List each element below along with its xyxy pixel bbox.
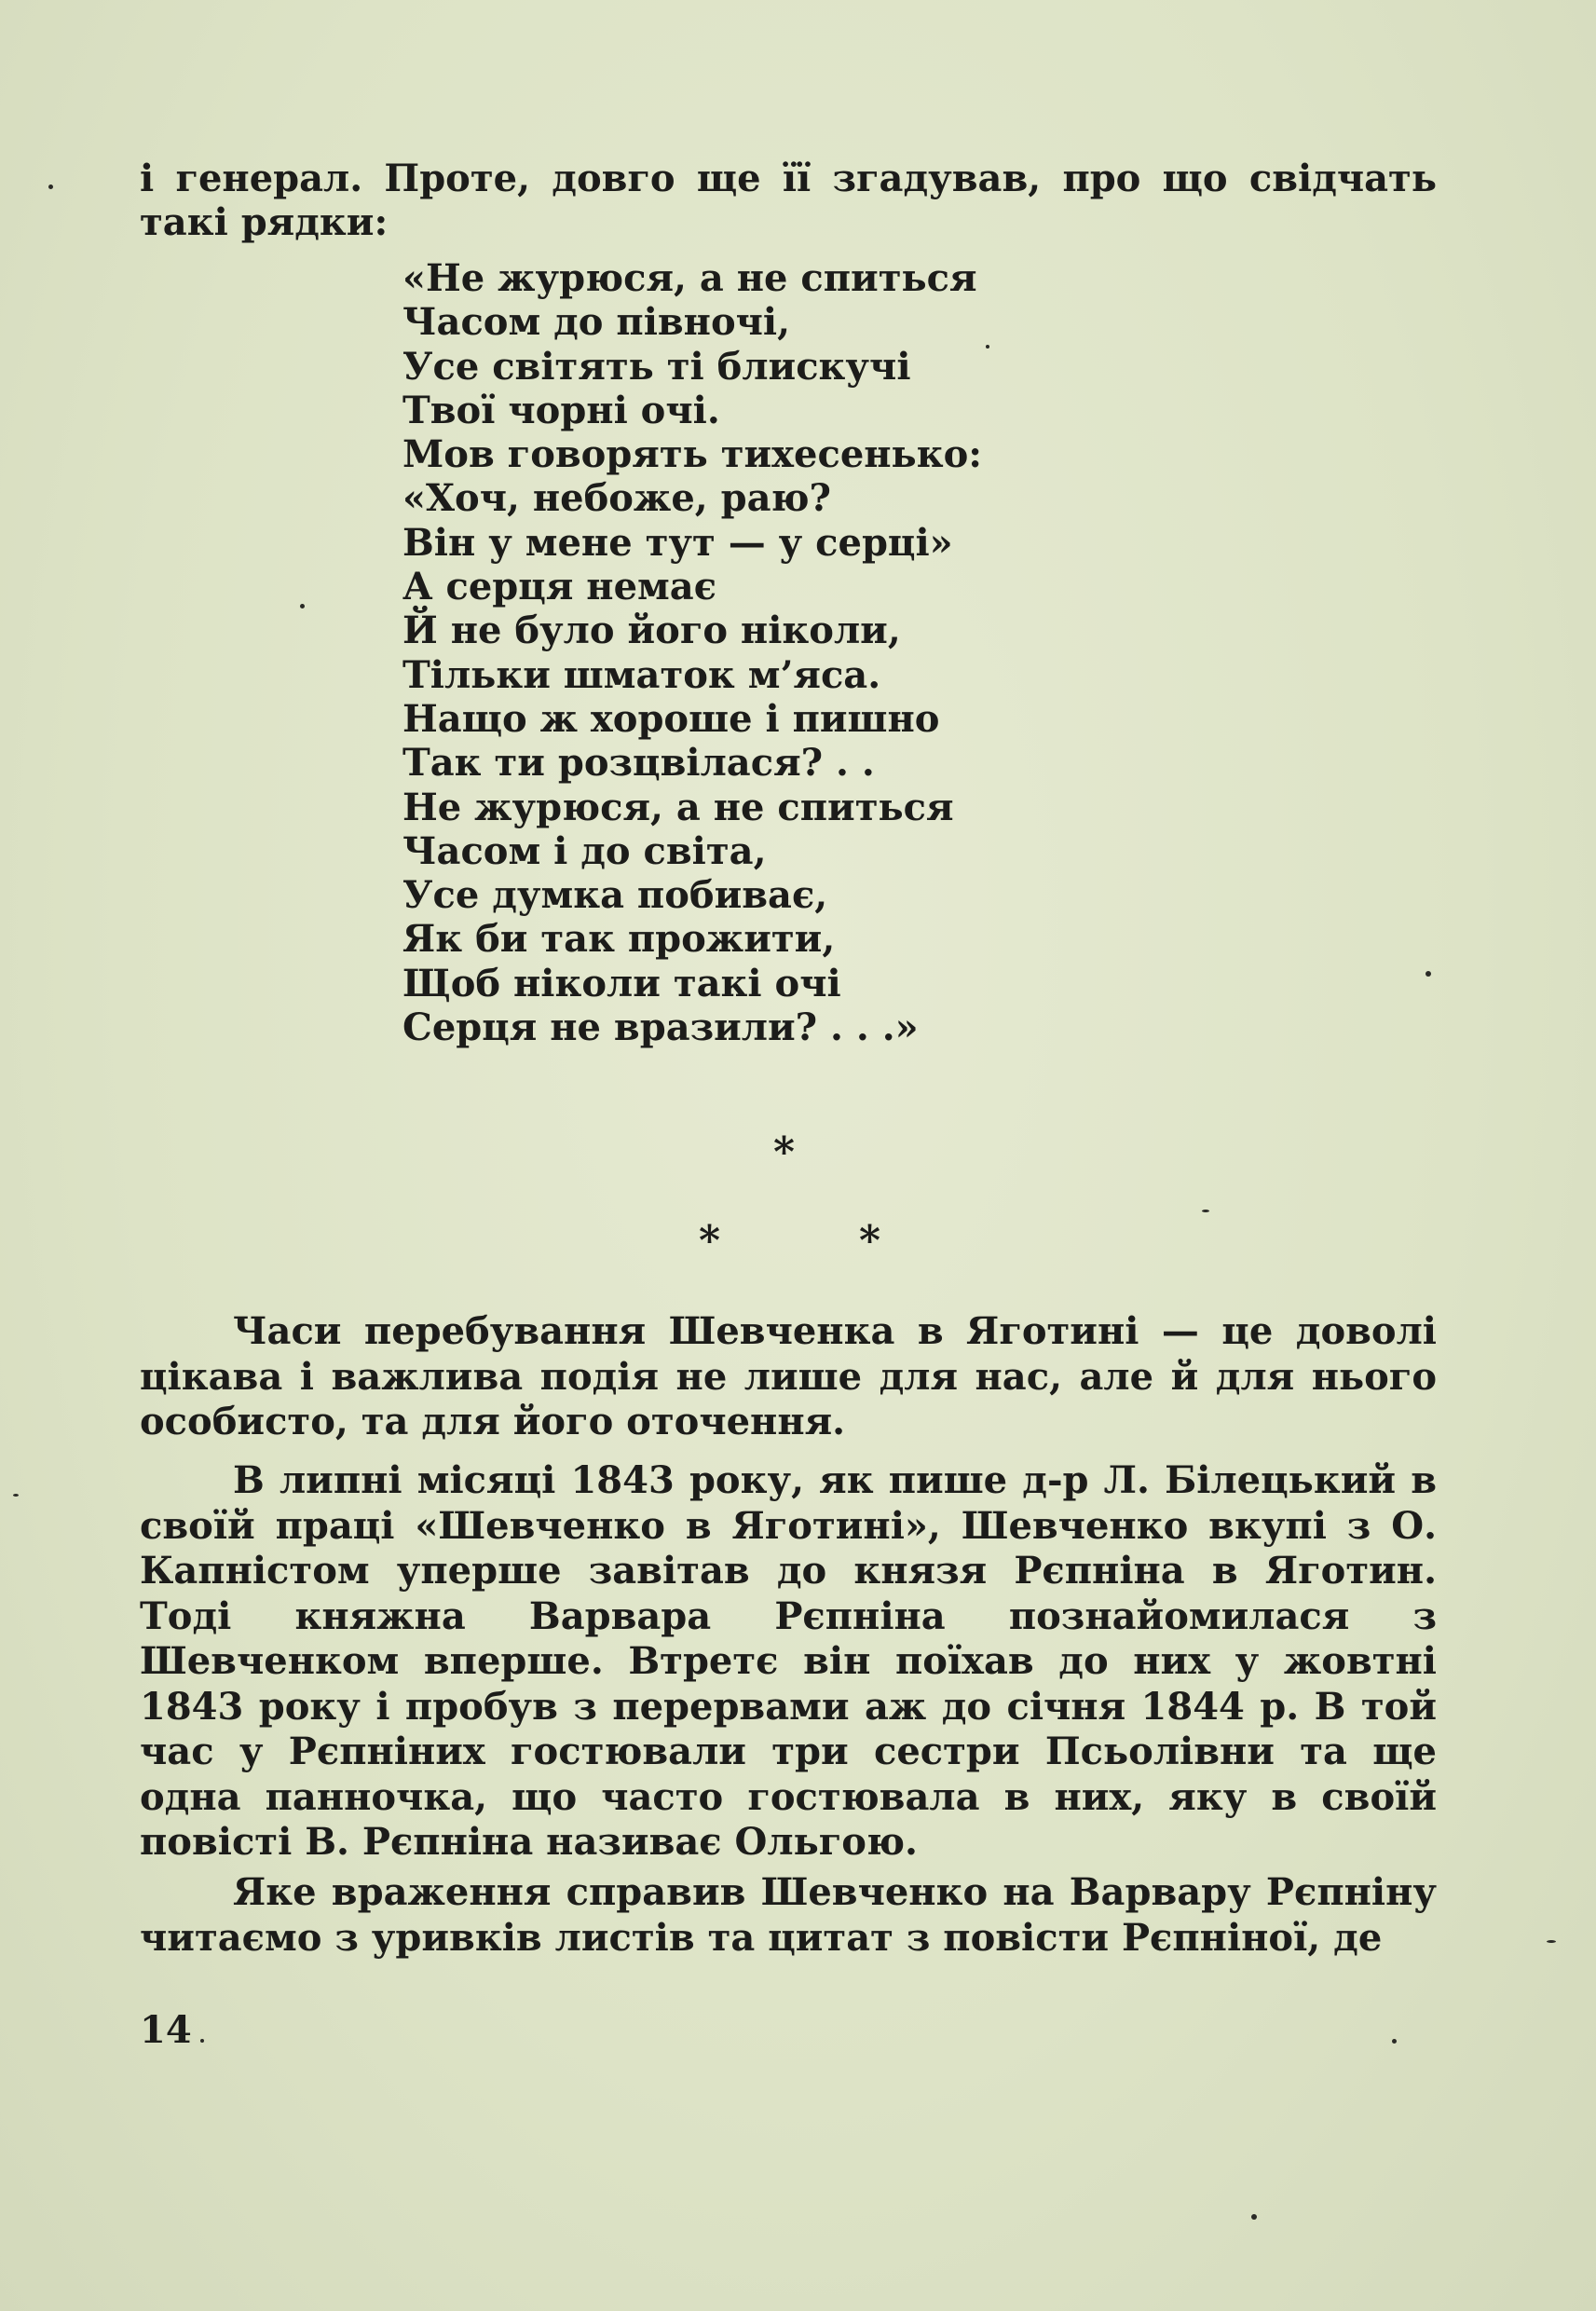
separator-star: * — [773, 1128, 796, 1176]
print-speck — [200, 2039, 204, 2043]
poem-line: Усе світять ті блискучі — [402, 344, 911, 389]
separator-star: * — [859, 1217, 881, 1265]
print-speck — [1392, 2039, 1397, 2044]
print-speck — [1202, 1210, 1209, 1212]
poem-line: Нащо ж хороше і пишно — [402, 696, 940, 741]
print-speck — [13, 1494, 19, 1497]
page-number: 14 — [140, 2008, 192, 2052]
print-speck — [48, 185, 53, 189]
print-speck — [986, 345, 989, 349]
paragraph: Часи перебування Шевченка в Яготині — це доволі цікава і важлива подія не лише для нас, але й для нього особисто, та для його оточення. — [140, 1309, 1437, 1443]
poem — [402, 256, 982, 1049]
poem-line: Часом до півночі, — [402, 300, 791, 345]
poem-line: Твої чорні очі. — [402, 388, 720, 432]
print-speck — [1425, 971, 1431, 977]
poem-line: Усе думка побиває, — [402, 873, 828, 918]
print-speck — [300, 604, 305, 609]
poem-line: Й не було його ніколи, — [402, 609, 901, 653]
poem-line: Так ти розцвілася? . . — [402, 741, 875, 786]
poem-line: «Хоч, небоже, раю? — [402, 476, 831, 521]
poem-line: «Не журюся, а не спиться — [402, 256, 977, 300]
poem-line: Серця не вразили? . . .» — [402, 1005, 919, 1050]
paragraph: Яке враження справив Шевченко на Варвару Рєпніну читаємо з уривків листів та цитат з повісти Рєпніної, де — [140, 1870, 1437, 1960]
poem-line: Тільки шматок м’яса. — [402, 652, 881, 697]
poem-line: Він у мене тут — у серці» — [402, 520, 953, 565]
print-speck — [1251, 2214, 1257, 2220]
poem-line: Не журюся, а не спиться — [402, 785, 954, 829]
poem-line: Як би так прожити, — [402, 917, 836, 962]
poem-line: Щоб ніколи такі очі — [402, 961, 841, 1005]
poem-line: А серця немає — [402, 565, 717, 609]
paragraph: В липні місяці 1843 року, як пише д-р Л. Білецький в своїй праці «Шевченко в Яготині», Шевченко вкупі з О. Капністом уперше завітав до князя Рєпніна в Яготин. Тоді княжна Варвара Рєпніна познайомилася з Шевченком вперше. Втретє він поїхав до них у жовтні 1843 року і пробув з перервами аж до січня 1844 р. В той час у Рєпніних гостювали три сестри Псьолівни та ще одна панночка, що часто гостювала в них, яку в своїй повісті В. Рєпніна називає Ольгою. — [140, 1458, 1437, 1864]
separator-star: * — [699, 1217, 721, 1265]
poem-line: Часом і до світа, — [402, 828, 767, 873]
poem-line: Мов говорять тихесенько: — [402, 432, 983, 477]
print-speck — [1547, 1940, 1556, 1943]
intro-text: і генерал. Проте, довго ще її згадував, про що свідчать такі рядки: — [140, 157, 1437, 244]
